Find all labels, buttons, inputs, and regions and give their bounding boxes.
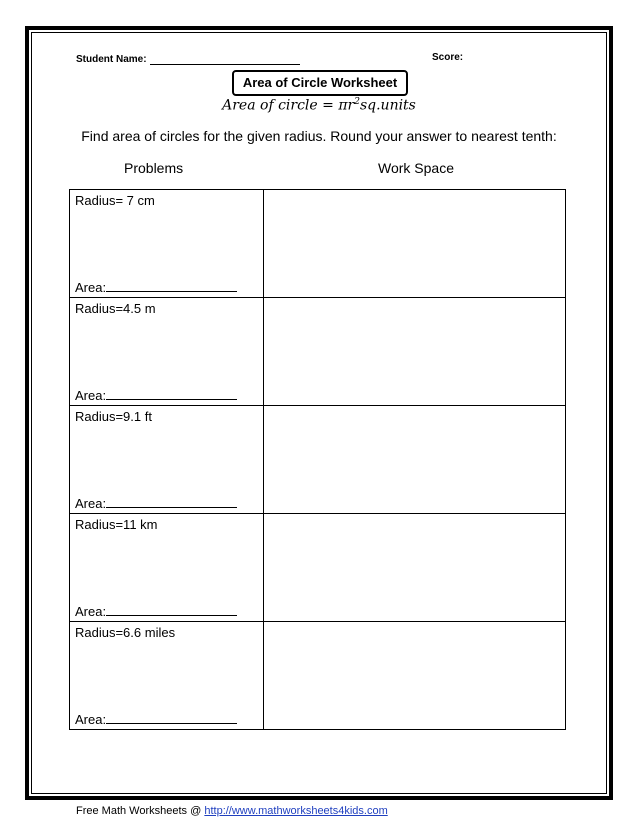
radius-text: Radius= 7 cm	[75, 193, 155, 208]
radius-text: Radius=6.6 miles	[75, 625, 176, 640]
score-label: Score:	[432, 52, 464, 63]
work-space-cell[interactable]	[264, 514, 566, 622]
student-name-row	[76, 52, 300, 65]
footer-text: Free Math Worksheets @	[76, 805, 205, 817]
formula-exponent: 2	[354, 97, 360, 107]
area-answer-field[interactable]	[106, 279, 237, 292]
area-label: Area:	[75, 604, 107, 619]
work-space-cell[interactable]	[264, 190, 566, 298]
area-label: Area:	[75, 388, 107, 403]
work-space-cell[interactable]	[264, 406, 566, 514]
area-answer-field[interactable]	[106, 495, 237, 508]
problem-row	[70, 190, 566, 298]
area-answer	[75, 603, 237, 619]
problem-row	[70, 298, 566, 406]
problems-table	[69, 189, 566, 730]
radius-text: Radius=11 km	[75, 517, 158, 532]
problem-cell	[70, 190, 264, 298]
problem-row	[70, 514, 566, 622]
area-answer-field[interactable]	[106, 711, 237, 724]
problem-cell	[70, 298, 264, 406]
area-answer	[75, 387, 237, 403]
radius-text: Radius=4.5 m	[75, 301, 156, 316]
student-name-label: Student Name:	[76, 54, 147, 65]
area-answer	[75, 279, 237, 295]
footer	[76, 805, 388, 817]
problem-row	[70, 622, 566, 730]
area-answer	[75, 711, 237, 727]
problem-row	[70, 406, 566, 514]
radius-text: Radius=9.1 ft	[75, 409, 152, 424]
formula-lhs: Area of circle = πr	[222, 97, 355, 114]
area-formula	[0, 97, 638, 114]
area-label: Area:	[75, 712, 107, 727]
student-name-field[interactable]	[150, 52, 300, 65]
problems-column-header: Problems	[124, 160, 184, 176]
work-space-cell[interactable]	[264, 622, 566, 730]
problem-cell	[70, 514, 264, 622]
formula-rhs: sq.units	[359, 97, 416, 114]
worksheet-title: Area of Circle Worksheet	[232, 70, 408, 96]
instructions: Find area of circles for the given radius. Round your answer to nearest tenth:	[81, 128, 557, 144]
work-space-column-header: Work Space	[378, 160, 454, 176]
work-space-cell[interactable]	[264, 298, 566, 406]
area-answer-field[interactable]	[106, 603, 237, 616]
problem-cell	[70, 622, 264, 730]
footer-link[interactable]: http://www.mathworksheets4kids.com	[204, 805, 388, 817]
problem-cell	[70, 406, 264, 514]
area-label: Area:	[75, 280, 107, 295]
area-label: Area:	[75, 496, 107, 511]
area-answer-field[interactable]	[106, 387, 237, 400]
area-answer	[75, 495, 237, 511]
